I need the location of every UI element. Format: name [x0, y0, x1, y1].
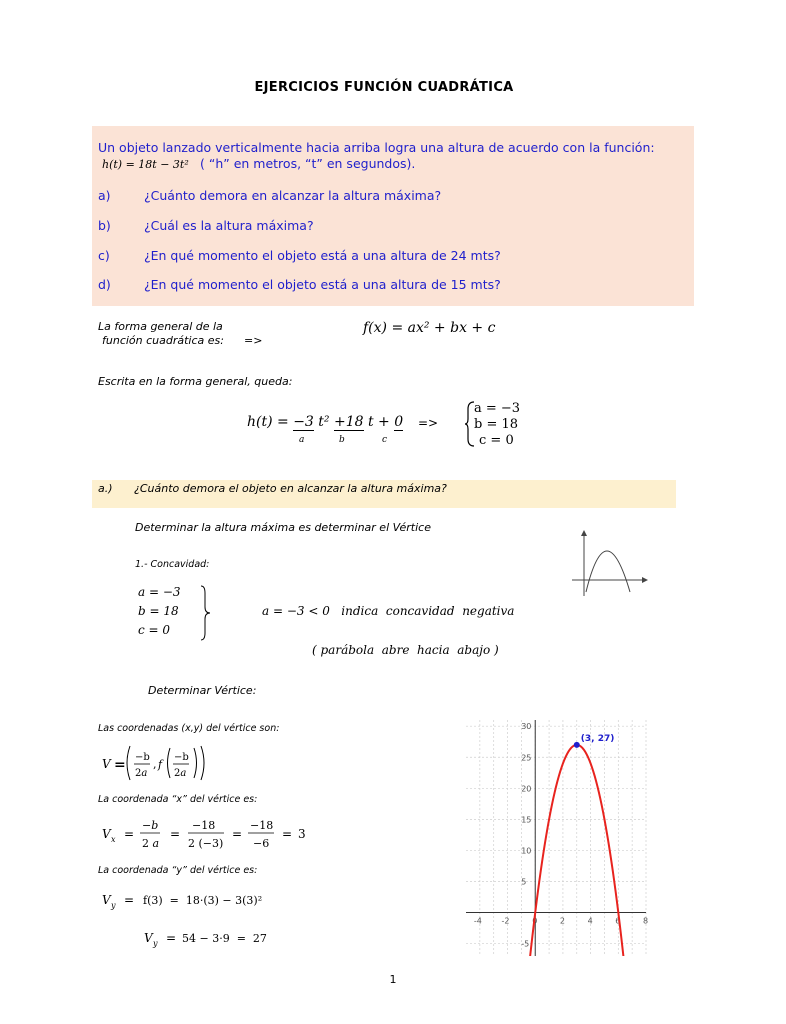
svg-text:2 (−3): 2 (−3)	[188, 837, 224, 850]
under-label-b: b	[339, 435, 345, 445]
svg-text:=: =	[114, 757, 126, 773]
function-formula: h(t) = 18t − 3t²	[102, 158, 189, 171]
coef-c-value: 0	[394, 414, 404, 430]
concavity-sketch	[570, 530, 650, 600]
written-arrow: =>	[418, 416, 439, 430]
svg-text:=: =	[232, 827, 243, 841]
question-b: ¿Cuál es la altura máxima?	[144, 218, 314, 233]
svg-text:−6: −6	[253, 837, 270, 850]
y-tick-label: -5	[521, 939, 530, 949]
vx-result: 3	[298, 827, 306, 841]
question-d-label: d)	[98, 277, 111, 292]
vertex-annotation: (3, 27)	[580, 733, 615, 744]
concavity-brace-icon	[200, 585, 212, 641]
concavity-result: a = −3 < 0 indica concavidad negativa	[262, 604, 515, 618]
svg-text:=: =	[170, 827, 181, 841]
x-tick-label: 0	[532, 916, 538, 926]
svg-text:−b: −b	[174, 752, 189, 763]
vertex-point	[574, 742, 580, 748]
question-c: ¿En qué momento el objeto está a una altura de 24 mts?	[144, 248, 501, 263]
section-a-question: ¿Cuánto demora el objeto en alcanzar la altura máxima?	[134, 482, 447, 495]
chart-ticks	[474, 722, 648, 948]
section-a-header	[92, 480, 676, 508]
x-tick-label: 2	[559, 916, 566, 926]
coef-b-value: +18	[333, 414, 364, 430]
vertex-note: Determinar la altura máxima es determinar el Vértice	[135, 521, 431, 534]
x-tick-label: -2	[501, 916, 510, 926]
written-formula	[247, 414, 403, 430]
question-a-label: a)	[98, 188, 111, 203]
sketch-parabola	[586, 551, 630, 592]
page-title: EJERCICIOS FUNCIÓN CUADRÁTICA	[254, 80, 514, 95]
x-tick-label: -4	[473, 916, 482, 926]
vx-formula	[98, 814, 328, 856]
vy-line-2: 54 − 3·9 = 27	[182, 932, 267, 945]
y-tick-label: 10	[521, 846, 532, 856]
coef-a-value: −3	[293, 414, 314, 430]
svg-text:−18: −18	[250, 819, 274, 832]
written-coef-b: b = 18	[474, 417, 519, 432]
svg-text:=: =	[124, 893, 135, 907]
written-coef-c: c = 0	[479, 433, 514, 448]
general-form-label-1: La forma general de la	[98, 320, 223, 333]
parabola-note: ( parábola abre hacia abajo )	[312, 643, 499, 657]
concavity-coef-a: a = −3	[138, 585, 181, 599]
units-note: ( “h” en metros, “t” en segundos).	[200, 156, 416, 171]
y-tick-label: 20	[521, 784, 532, 794]
svg-text:2 a: 2 a	[142, 837, 160, 850]
svg-text:y: y	[111, 901, 116, 910]
written-formula-t2: t²	[313, 414, 334, 430]
determine-vertex: Determinar Vértice:	[148, 684, 257, 697]
parabola-chart	[466, 720, 649, 956]
svg-text:V: V	[102, 757, 111, 771]
svg-text:−b: −b	[135, 752, 150, 763]
question-d: ¿En qué momento el objeto está a una altura de 15 mts?	[144, 277, 501, 292]
question-a: ¿Cuánto demora en alcanzar la altura máxima?	[144, 188, 442, 203]
written-formula-t: t +	[363, 414, 395, 430]
vy-formula	[98, 884, 298, 954]
vertex-formula	[98, 742, 218, 784]
svg-text:V: V	[102, 893, 111, 907]
vertex-coords-label: Las coordenadas (x,y) del vértice son:	[98, 723, 280, 734]
vy-line-1: f(3) = 18·(3) − 3(3)²	[143, 894, 263, 907]
x-coord-label: La coordenada “x” del vértice es:	[98, 794, 258, 805]
svg-text:−18: −18	[192, 819, 216, 832]
sketch-x-arrow-icon	[642, 577, 648, 583]
general-form-arrow: =>	[244, 334, 263, 347]
question-c-label: c)	[98, 248, 110, 263]
general-form-formula: f(x) = ax² + bx + c	[363, 320, 496, 336]
svg-text:−b: −b	[142, 819, 159, 832]
svg-text:y: y	[153, 939, 158, 948]
svg-text:f: f	[158, 758, 163, 771]
concavity-coef-b: b = 18	[138, 604, 179, 618]
y-tick-label: 25	[521, 753, 532, 763]
svg-text:2a: 2a	[174, 768, 187, 779]
concavity-coef-c: c = 0	[138, 623, 171, 637]
problem-box	[92, 126, 694, 306]
written-coef-a: a = −3	[474, 401, 521, 416]
svg-text:V: V	[144, 931, 153, 945]
x-tick-label: 6	[615, 916, 621, 926]
question-b-label: b)	[98, 218, 111, 233]
problem-intro: Un objeto lanzado verticalmente hacia arriba logra una altura de acuerdo con la función:	[98, 140, 655, 155]
y-tick-label: 15	[521, 815, 532, 825]
svg-text:2a: 2a	[135, 768, 148, 779]
x-tick-label: 8	[643, 916, 649, 926]
svg-text:=: =	[124, 827, 135, 841]
page-number: 1	[389, 973, 397, 986]
section-a-label: a.)	[98, 482, 113, 495]
under-label-c: c	[382, 435, 388, 445]
x-tick-label: 4	[587, 916, 593, 926]
svg-text:,: ,	[153, 758, 157, 771]
y-tick-label: 5	[521, 877, 527, 887]
written-formula-h: h(t) =	[247, 414, 294, 430]
sketch-y-arrow-icon	[581, 530, 587, 536]
general-form-label-2: función cuadrática es:	[102, 334, 224, 347]
written-form-label: Escrita en la forma general, queda:	[98, 375, 293, 388]
svg-text:V: V	[102, 827, 111, 841]
svg-text:=: =	[166, 931, 177, 945]
svg-text:x: x	[111, 835, 116, 844]
svg-text:=: =	[282, 827, 293, 841]
y-coord-label: La coordenada “y” del vértice es:	[98, 865, 258, 876]
concavity-label: 1.- Concavidad:	[135, 559, 210, 570]
y-tick-label: 30	[521, 722, 532, 732]
under-label-a: a	[299, 435, 305, 445]
